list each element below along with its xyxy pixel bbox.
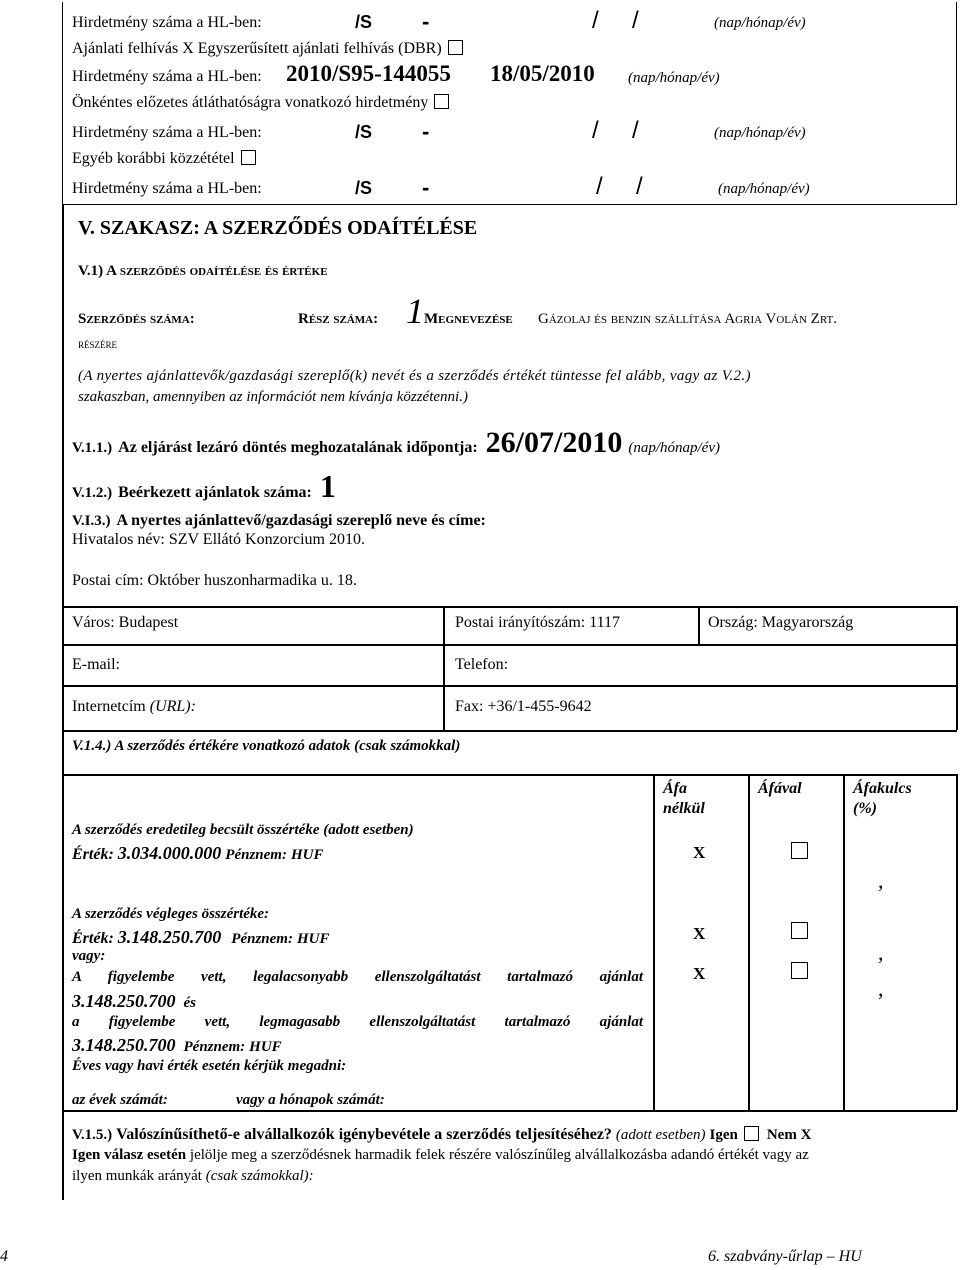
date-slash-3: / — [592, 117, 599, 144]
fax-field: Fax: +36/1-455-9642 — [455, 698, 592, 715]
highest-offer-label: a figyelembe vett, legmagasabb ellenszolgáltatást tartalmazó ajánlat — [72, 1014, 643, 1030]
official-name: Hivatalos név: SZV Ellátó Konzorcium 2010. — [72, 531, 365, 548]
offers-received-row: V.1.2.) Beérkezett ajánlatok száma: 1 — [72, 468, 336, 504]
notice-number-label-3: Hirdetmény száma a HL-ben: — [72, 124, 262, 141]
part-number-value: 1 — [406, 291, 424, 331]
date-format-2: (nap/hónap/év) — [628, 70, 720, 86]
col-with-vat: Áfával — [758, 780, 802, 797]
postal-address: Postai cím: Október huszonharmadika u. 18. — [72, 572, 357, 589]
addr-line-4 — [62, 730, 957, 732]
value-vline-2 — [748, 774, 750, 1110]
notice-number-label: Hirdetmény száma a HL-ben: — [72, 14, 262, 31]
orig-with-vat-checkbox[interactable] — [785, 842, 808, 862]
months-label: vagy a hónapok számát: — [236, 1092, 385, 1108]
value-line-top — [62, 774, 957, 776]
addr-line-3 — [62, 685, 957, 687]
notice-s-marker-4: /S — [355, 178, 373, 198]
decision-date-value: 26/07/2010 — [485, 426, 623, 459]
addr-vline-3 — [956, 606, 958, 730]
addr-vline-1 — [443, 606, 445, 730]
col-vat-rate: Áfakulcs — [853, 780, 912, 797]
other-publication-row: Egyéb korábbi közzététel — [72, 150, 256, 168]
final-rate-comma: , — [878, 940, 884, 965]
col-no-vat: Áfa — [663, 780, 687, 797]
notice-date-value: 18/05/2010 — [490, 61, 595, 86]
date-format-4: (nap/hónap/év) — [718, 181, 810, 197]
note-line-2: szakaszban, amennyiben az információt nem kívánja közzétenni.) — [78, 389, 468, 405]
subcontract-line-3: ilyen munkák arányát (csak számokkal): — [72, 1168, 314, 1184]
page-number: 4 — [0, 1248, 8, 1265]
v1-heading: V.1) A szerződés odaítélése és értéke — [78, 263, 328, 279]
subcontract-no: Nem X — [766, 1127, 812, 1143]
orig-value-row: Érték: 3.034.000.000 Pénznem: HUF — [72, 843, 324, 863]
range-rate-comma: , — [878, 976, 884, 1001]
date-slash-4: / — [632, 117, 639, 144]
country-field: Ország: Magyarország — [708, 614, 854, 631]
notice-dash-3: - — [422, 119, 430, 144]
winner-heading: V.I.3.) A nyertes ajánlattevő/gazdasági szereplő neve és címe: — [72, 512, 486, 529]
notice-s-marker: /S — [355, 12, 373, 32]
decision-date-row: V.1.1.) Az eljárást lezáró döntés meghozatalának időpontja: 26/07/2010 (nap/hónap/év) — [72, 426, 720, 459]
transparency-notice-row: Önkéntes előzetes átláthatóságra vonatkozó hirdetmény — [72, 94, 449, 112]
subcontract-yes-checkbox[interactable] — [744, 1126, 759, 1141]
zip-field: Postai irányítószám: 1117 — [455, 614, 621, 631]
naming-label: Megnevezése — [424, 311, 513, 327]
value-vline-1 — [653, 774, 655, 1110]
part-number-label: Rész száma: — [298, 311, 379, 327]
date-format-3: (nap/hónap/év) — [714, 125, 806, 141]
orig-no-vat-mark: X — [693, 843, 706, 862]
value-line-bottom — [62, 1110, 957, 1112]
date-slash-2: / — [632, 7, 639, 34]
final-value-row: Érték: 3.148.250.700 Pénznem: HUF — [72, 927, 330, 947]
value-vline-3 — [843, 774, 845, 1110]
col-vat-rate-b: (%) — [853, 800, 877, 817]
range-with-vat-checkbox[interactable] — [785, 962, 808, 982]
other-publication-checkbox[interactable] — [241, 150, 256, 165]
date-slash-6: / — [636, 173, 643, 200]
addr-line-1 — [62, 606, 957, 608]
final-value-label: A szerződés végleges összértéke: — [72, 906, 270, 922]
value-section-title: V.1.4.) A szerződés értékére vonatkozó adatok (csak számokkal) — [72, 738, 461, 754]
city-field: Város: Budapest — [72, 614, 179, 631]
section-title: V. SZAKASZ: A SZERZŐDÉS ODAÍTÉLÉSE — [78, 217, 478, 239]
lowest-offer-label: A figyelembe vett, legalacsonyabb ellenszolgáltatást tartalmazó ajánlat — [72, 969, 643, 985]
final-no-vat-mark: X — [693, 924, 706, 943]
subcontract-line-2: Igen válasz esetén jelölje meg a szerződésnek harmadik felek részére valószínűleg alvállalkozásba adandó értékét vagy az — [72, 1147, 809, 1163]
final-with-vat-checkbox[interactable] — [785, 922, 808, 942]
offers-count-value: 1 — [319, 468, 336, 504]
annual-label: Éves vagy havi érték esetén kérjük megadni: — [72, 1058, 347, 1074]
value-vline-4 — [956, 774, 958, 1110]
form-name: 6. szabvány-űrlap – HU — [708, 1248, 862, 1265]
lowest-offer-row: 3.148.250.700 és — [72, 991, 196, 1011]
range-no-vat-mark: X — [693, 964, 706, 983]
email-field: E-mail: — [72, 656, 120, 673]
notice-number-label-4: Hirdetmény száma a HL-ben: — [72, 180, 262, 197]
addr-vline-2 — [698, 606, 700, 644]
note-line-1: (A nyertes ajánlattevők/gazdasági szereplő(k) nevét és a szerződés értékét tüntesse fel alább, vagy az V.2.) — [78, 368, 751, 384]
notice-number-label-2: Hirdetmény száma a HL-ben: — [72, 68, 262, 85]
reszere-label: részére — [78, 336, 118, 351]
notice-dash-4: - — [422, 175, 430, 200]
notice-s-marker-3: /S — [355, 122, 373, 142]
notice-number-value: 2010/S95-144055 — [286, 61, 451, 86]
orig-value-label: A szerződés eredetileg becsült összértéke (adott esetben) — [72, 822, 414, 838]
col-no-vat-b: nélkül — [663, 800, 705, 817]
years-label: az évek számát: — [72, 1092, 168, 1108]
date-slash-1: / — [592, 7, 599, 34]
date-slash-5: / — [596, 173, 603, 200]
addr-line-2 — [62, 644, 957, 646]
transparency-checkbox[interactable] — [434, 94, 449, 109]
notice-dash: - — [422, 9, 430, 34]
highest-offer-row: 3.148.250.700 Pénznem: HUF — [72, 1035, 282, 1055]
phone-field: Telefon: — [455, 656, 509, 673]
contract-number-label: Szerződés száma: — [78, 311, 195, 327]
dbr-checkbox[interactable] — [448, 40, 463, 55]
url-field: Internetcím (URL): — [72, 698, 196, 715]
call-for-tender-row: Ajánlati felhívás X Egyszerűsített ajánlati felhívás (DBR) — [72, 40, 463, 58]
main-left-border — [62, 205, 64, 1200]
naming-value: Gázolaj és benzin szállítása Agria Volán Zrt. — [538, 311, 837, 327]
orig-rate-comma: , — [878, 868, 884, 893]
date-format: (nap/hónap/év) — [714, 15, 806, 31]
or-label: vagy: — [72, 948, 106, 964]
subcontract-row: V.1.5.) Valószínűsíthető-e alvállalkozók igénybevétele a szerződés teljesítéséhez? (adott esetben) Igen Nem X — [72, 1126, 812, 1143]
